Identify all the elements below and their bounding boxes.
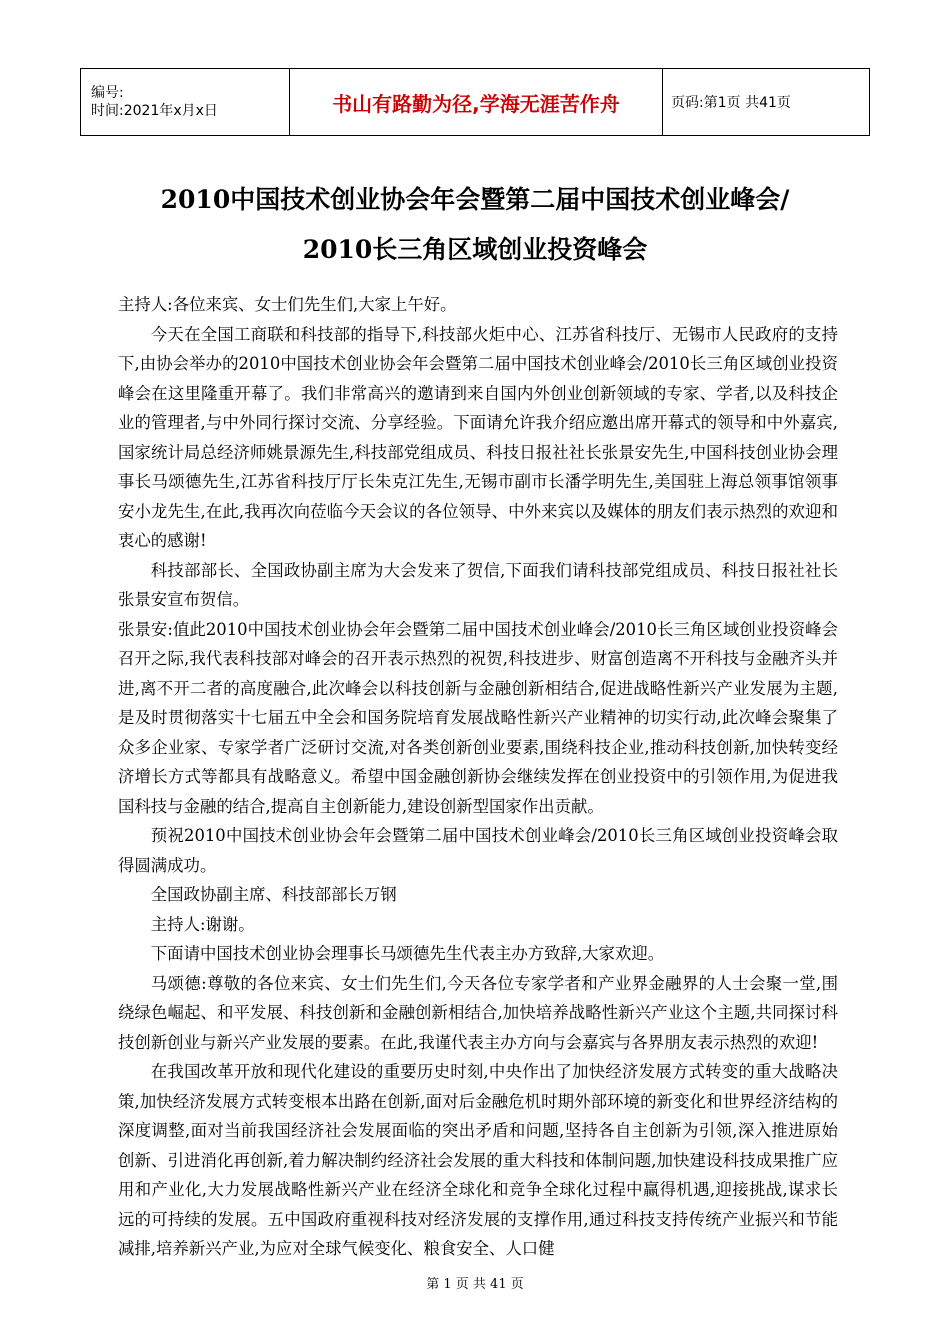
body-paragraph: 马颂德:尊敬的各位来宾、女士们先生们,今天各位专家学者和产业界金融界的人士会聚一堂,围绕绿色崛起、和平发展、科技创新和金融创新相结合,加快培养战略性新兴产业这个主题,共同探讨科技创新创业与新兴产业发展的要素。在此,我谨代表主办方向与会嘉宾与各界朋友表示热烈的欢迎!	[118, 973, 838, 1052]
document-title-line1: 2010中国技术创业协会年会暨第二届中国技术创业峰会/	[160, 185, 790, 214]
body-paragraph: 下面请中国技术创业协会理事长马颂德先生代表主办方致辞,大家欢迎。	[150, 944, 665, 963]
body-paragraph: 全国政协副主席、科技部部长万钢	[150, 885, 397, 904]
document-title-line2: 2010长三角区域创业投资峰会	[302, 235, 648, 264]
body-paragraph: 张景安:值此2010中国技术创业协会年会暨第二届中国技术创业峰会/2010长三角区域创业投资峰会召开之际,我代表科技部对峰会的召开表示热烈的祝贺,科技进步、财富创造离不开科技与金融齐头并进,离不开二者的高度融合,此次峰会以科技创新与金融创新相结合,促进战略性新兴产业发展为主题,是及时贯彻落实十七届五中全会和国务院培育发展战略性新兴产业精神的切实行动,此次峰会聚集了众多企业家、专家学者广泛研讨交流,对各类创新创业要素,围绕科技企业,推动科技创新,加快转变经济增长方式等都具有战略意义。希望中国金融创新协会继续发挥在创业投资中的引领作用,为促进我国科技与金融的结合,提高自主创新能力,建设创新型国家作出贡献。	[118, 619, 838, 816]
body-paragraph: 预祝2010中国技术创业协会年会暨第二届中国技术创业峰会/2010长三角区域创业投资峰会取得圆满成功。	[118, 826, 838, 875]
body-paragraph: 主持人:谢谢。	[150, 914, 255, 934]
motto-text: 书山有路勤为径,学海无涯苦作舟	[290, 69, 663, 136]
number-label: 编号:	[91, 85, 124, 101]
document-header	[80, 68, 870, 136]
time-label: 时间:2021年x月x日	[91, 103, 218, 119]
body-paragraph: 科技部部长、全国政协副主席为大会发来了贺信,下面我们请科技部党组成员、科技日报社社长张景安宣布贺信。	[118, 560, 838, 609]
body-paragraph: 在我国改革开放和现代化建设的重要历史时刻,中央作出了加快经济发展方式转变的重大战略决策,加快经济发展方式转变根本出路在创新,面对后金融危机时期外部环境的新变化和世界经济结构的深度调整,面对当前我国经济社会发展面临的突出矛盾和问题,坚持各自主创新为引领,深入推进原始创新、引进消化再创新,着力解决制约经济社会发展的重大科技和体制问题,加快建设科技成果推广应用和产业化,大力发展战略性新兴产业在经济全球化和竞争全球化过程中赢得机遇,迎接挑战,谋求长远的可持续的发展。五中国政府重视科技对经济发展的支撑作用,通过科技支持传统产业振兴和节能减排,培养新兴产业,为应对全球气候变化、粮食安全、人口健	[118, 1062, 838, 1258]
body-paragraph: 今天在全国工商联和科技部的指导下,科技部火炬中心、江苏省科技厅、无锡市人民政府的支持下,由协会举办的2010中国技术创业协会年会暨第二届中国技术创业峰会/2010长三角区域创业投资峰会在这里隆重开幕了。我们非常高兴的邀请到来自国内外创业创新领域的专家、学者,以及科技企业的管理者,与中外同行探讨交流、分享经验。下面请允许我介绍应邀出席开幕式的领导和中外嘉宾,国家统计局总经济师姚景源先生,科技部党组成员、科技日报社社长张景安先生,中国科技创业协会理事长马颂德先生,江苏省科技厅厅长朱克江先生,无锡市副市长潘学明先生,美国驻上海总领事馆领事安小龙先生,在此,我再次向莅临今天会议的各位领导、中外来宾以及媒体的朋友们表示热烈的欢迎和衷心的感谢!	[118, 324, 838, 550]
document-body	[118, 290, 838, 1264]
body-paragraph: 主持人:各位来宾、女士们先生们,大家上午好。	[118, 295, 457, 314]
page-footer: 第 1 页 共 41 页	[426, 1277, 524, 1292]
header-meta-cell	[81, 69, 290, 136]
page-info: 页码:第1页 共41页	[663, 69, 870, 136]
